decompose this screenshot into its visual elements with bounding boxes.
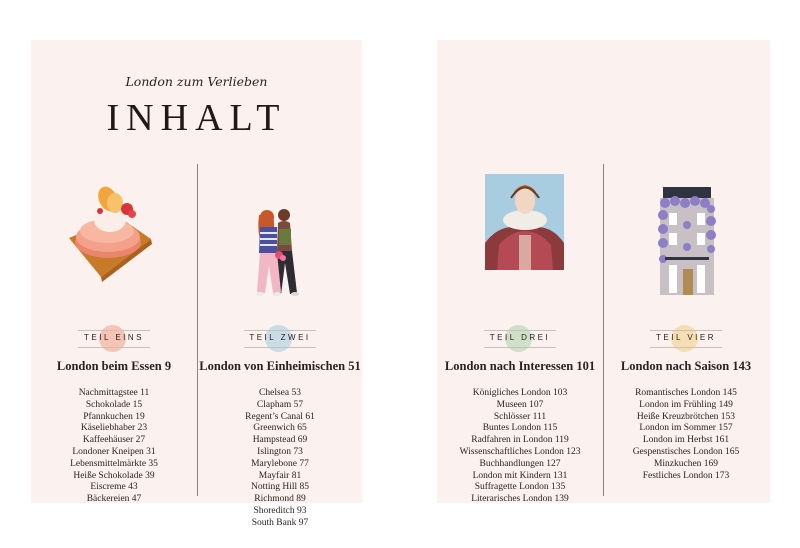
page-title: INHALT bbox=[106, 97, 287, 139]
toc-entry[interactable]: Nachmittagstee 11 bbox=[78, 388, 150, 398]
toc-entry[interactable]: Heiße Schokolade 39 bbox=[73, 470, 155, 481]
toc-entry[interactable]: London im Herbst 161 bbox=[642, 435, 730, 446]
part-items bbox=[197, 388, 363, 530]
toc-entry[interactable]: Pfannkuchen 19 bbox=[83, 411, 145, 422]
toc-entry[interactable]: Londoner Kneipen 31 bbox=[72, 446, 156, 457]
part-heading[interactable]: London von Einheimischen 51 bbox=[199, 359, 361, 373]
wisteria-house-icon bbox=[603, 165, 769, 323]
cake-icon bbox=[31, 165, 197, 323]
toc-entry[interactable]: Notting Hill 85 bbox=[250, 482, 310, 493]
toc-entry[interactable]: Shoreditch 93 bbox=[253, 505, 307, 516]
part-1-badge bbox=[31, 323, 197, 353]
toc-entry[interactable]: Suffragette London 135 bbox=[474, 482, 566, 493]
toc-entry[interactable]: Regent’s Canal 61 bbox=[245, 411, 315, 422]
part-items bbox=[437, 388, 603, 506]
toc-entry[interactable]: Wissenschaftliches London 123 bbox=[459, 446, 581, 457]
part-items bbox=[603, 388, 769, 482]
part-1-column bbox=[31, 165, 197, 506]
part-heading[interactable]: London nach Saison 143 bbox=[620, 359, 752, 373]
part-4-column bbox=[603, 165, 769, 482]
toc-entry[interactable]: Radfahren in London 119 bbox=[471, 435, 569, 446]
toc-entry[interactable]: Festliches London 173 bbox=[642, 470, 730, 481]
toc-entry[interactable]: Clapham 57 bbox=[256, 399, 304, 410]
part-items bbox=[31, 388, 197, 506]
book-kicker: London zum Verlieben bbox=[125, 74, 268, 89]
toc-entry[interactable]: Marylebone 77 bbox=[251, 458, 309, 469]
toc-entry[interactable]: Literarisches London 139 bbox=[471, 494, 569, 505]
toc-entry[interactable]: Richmond 89 bbox=[254, 494, 306, 505]
part-4-badge bbox=[603, 323, 769, 353]
toc-entry[interactable]: London im Sommer 157 bbox=[639, 423, 733, 434]
couple-walking-icon bbox=[197, 165, 363, 323]
part-3-column bbox=[437, 165, 603, 506]
left-page bbox=[31, 40, 362, 528]
toc-entry[interactable]: Schlösser 111 bbox=[493, 411, 547, 422]
part-2-column bbox=[197, 165, 363, 530]
toc-entry[interactable]: Buntes London 115 bbox=[482, 423, 558, 434]
toc-entry[interactable]: London mit Kindern 131 bbox=[472, 470, 568, 481]
toc-entry[interactable]: Königliches London 103 bbox=[472, 388, 568, 398]
toc-entry[interactable]: Käseliebhaber 23 bbox=[80, 423, 148, 434]
toc-entry[interactable]: Heiße Kreuzbrötchen 153 bbox=[636, 411, 736, 422]
toc-entry[interactable]: Kaffeehäuser 27 bbox=[82, 435, 146, 446]
toc-entry[interactable]: Gespenstisches London 165 bbox=[632, 446, 740, 457]
right-page bbox=[437, 40, 770, 503]
part-heading[interactable]: London nach Interessen 101 bbox=[444, 359, 596, 373]
toc-entry[interactable]: Minzkuchen 169 bbox=[653, 458, 719, 469]
toc-entry[interactable]: Greenwich 65 bbox=[253, 423, 307, 434]
toc-entry[interactable]: Hampstead 69 bbox=[252, 435, 308, 446]
part-heading[interactable]: London beim Essen 9 bbox=[56, 359, 172, 373]
toc-entry[interactable]: Mayfair 81 bbox=[258, 470, 302, 481]
toc-entry[interactable]: Bäckereien 47 bbox=[86, 494, 142, 505]
toc-entry[interactable]: Schokolade 15 bbox=[85, 399, 143, 410]
part-3-badge bbox=[437, 323, 603, 353]
part-label: TEIL VIER bbox=[656, 333, 716, 342]
part-label: TEIL EINS bbox=[84, 333, 144, 342]
toc-entry[interactable]: Buchhandlungen 127 bbox=[479, 458, 561, 469]
toc-entry[interactable]: Islington 73 bbox=[257, 446, 303, 457]
part-2-badge bbox=[197, 323, 363, 353]
toc-entry[interactable]: Romantisches London 145 bbox=[635, 388, 737, 398]
toc-entry[interactable]: Museen 107 bbox=[496, 399, 544, 410]
toc-entry[interactable]: Lebensmittelmärkte 35 bbox=[70, 458, 158, 469]
toc-entry[interactable]: South Bank 97 bbox=[251, 517, 309, 528]
queen-portrait-icon bbox=[437, 165, 603, 323]
part-label: TEIL DREI bbox=[489, 333, 551, 342]
part-label: TEIL ZWEI bbox=[249, 333, 311, 342]
toc-entry[interactable]: London im Frühling 149 bbox=[639, 399, 733, 410]
toc-entry[interactable]: Chelsea 53 bbox=[259, 388, 301, 398]
toc-entry[interactable]: Eiscreme 43 bbox=[90, 482, 138, 493]
